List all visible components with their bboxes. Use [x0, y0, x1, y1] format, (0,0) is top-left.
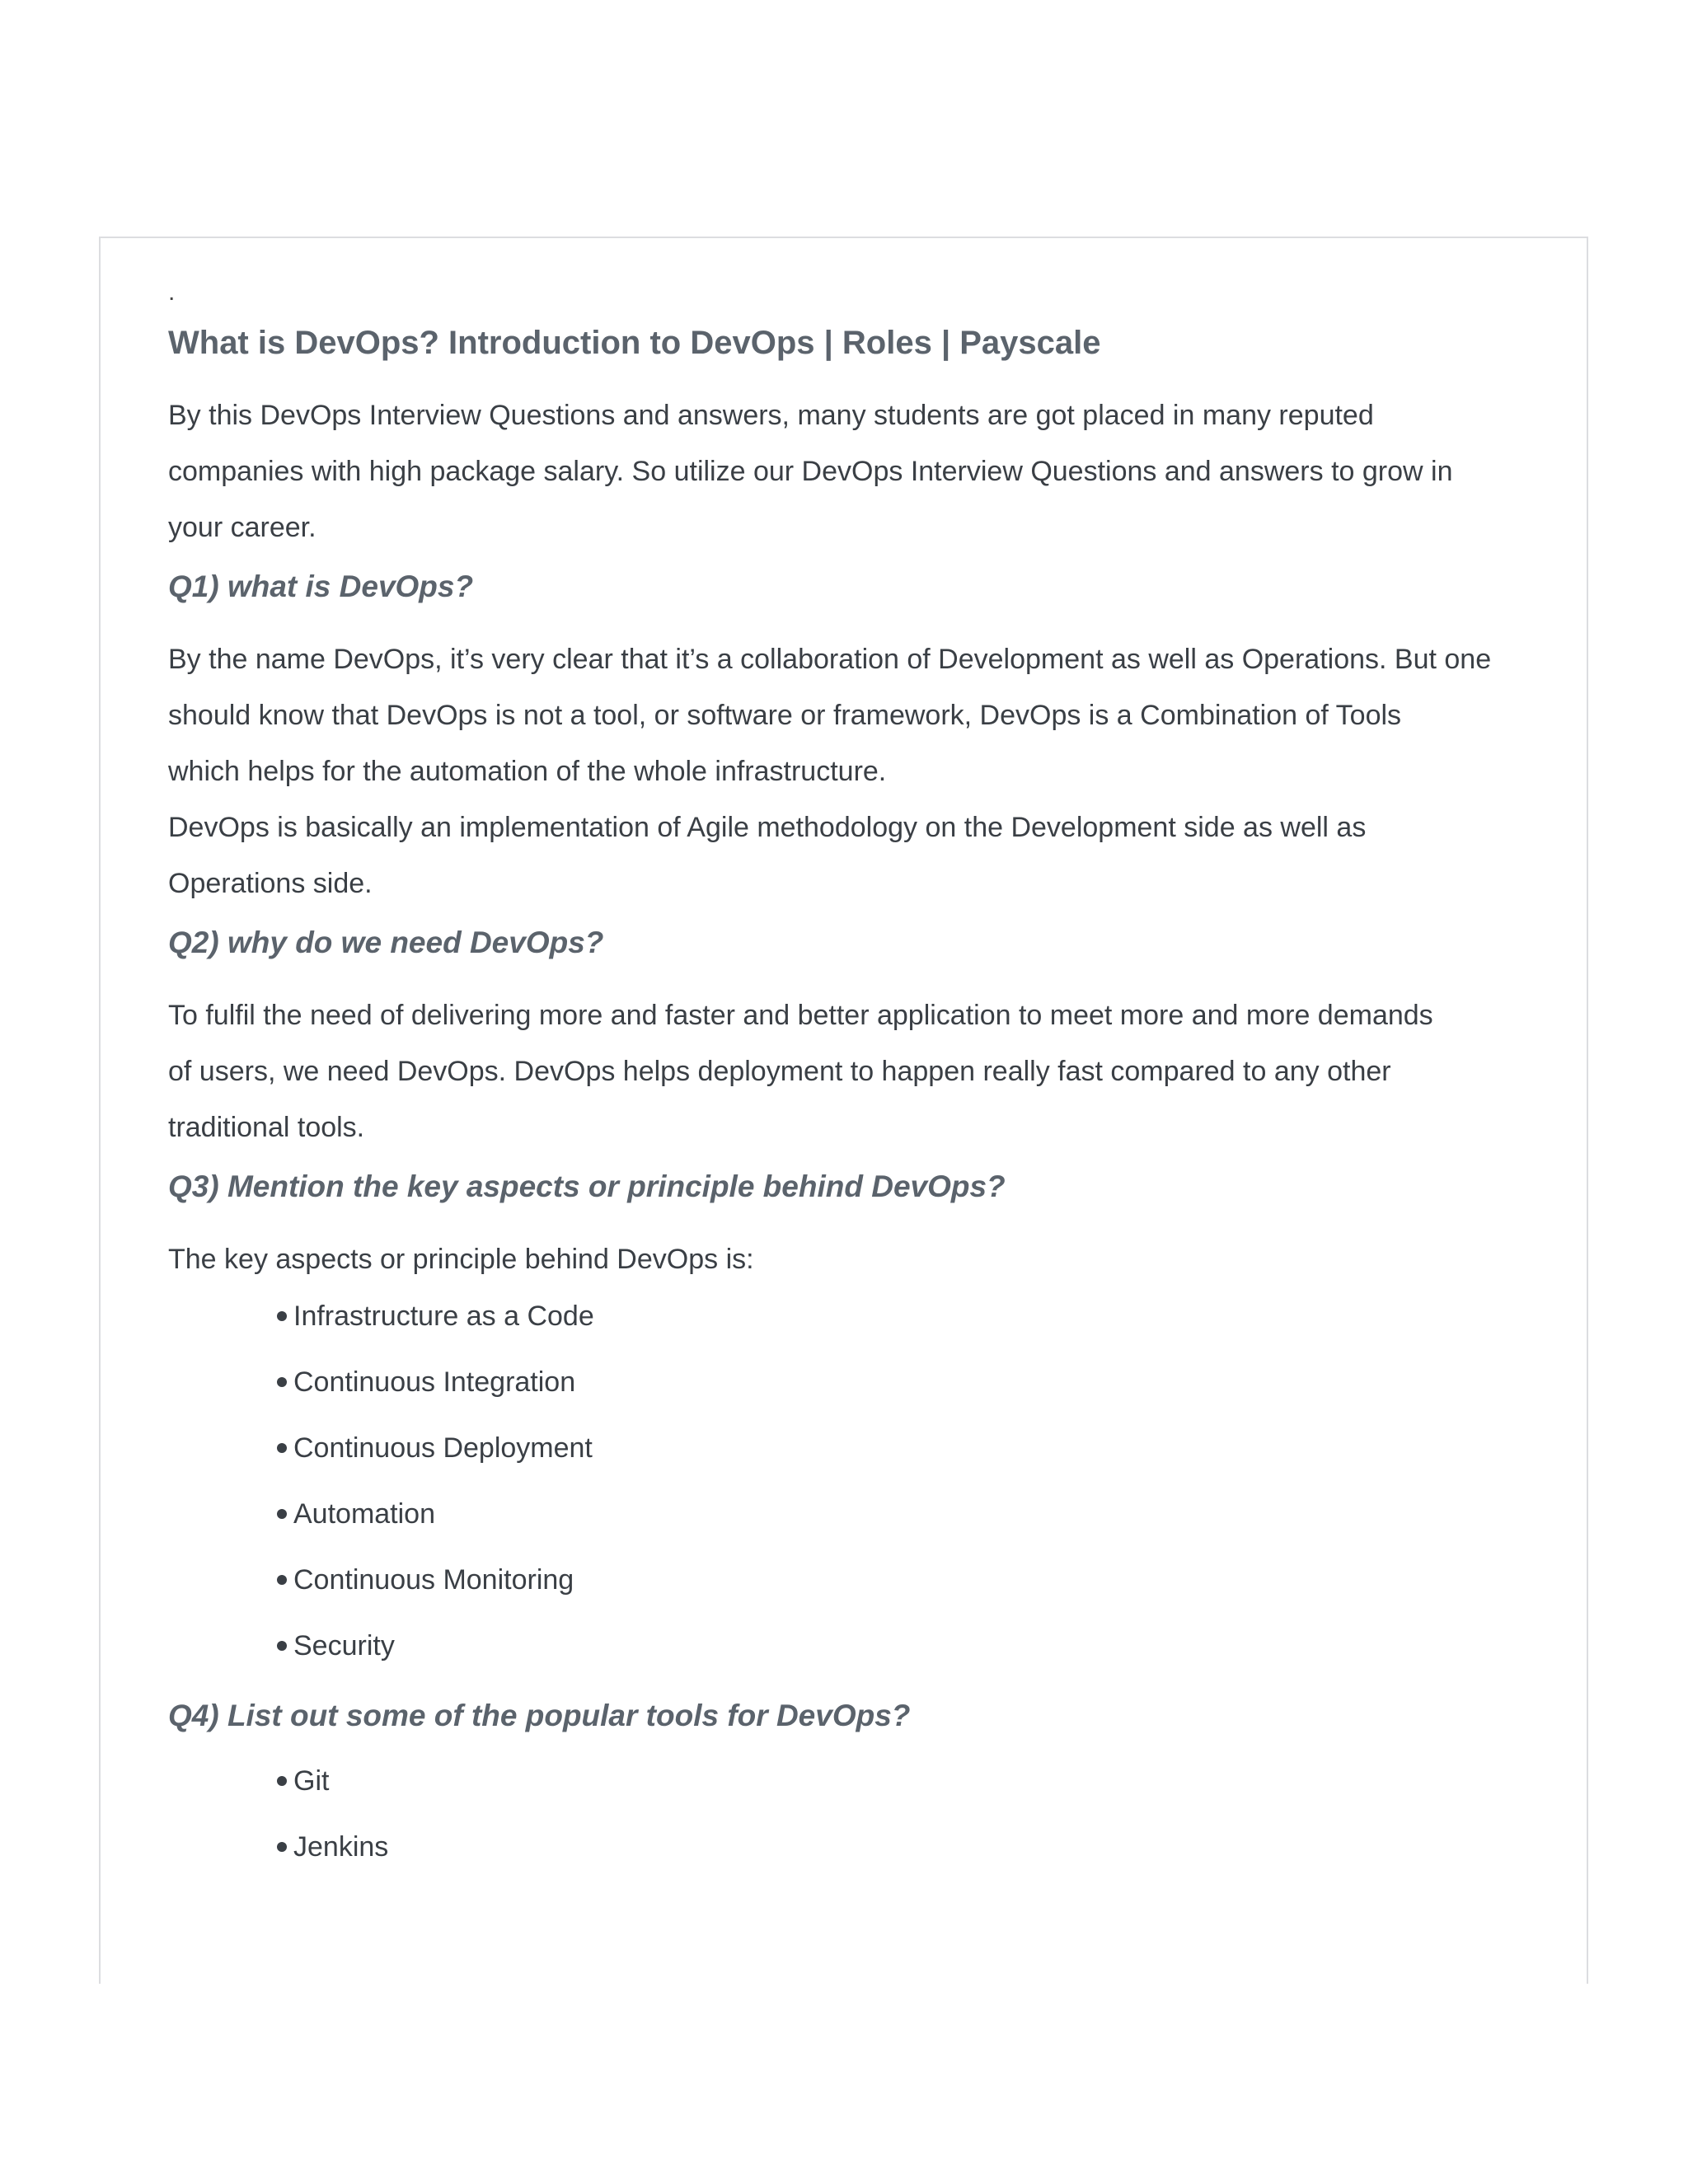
- intro-line: By this DevOps Interview Questions and answers, many students are got placed in many reputed: [168, 400, 1374, 431]
- intro-line: your career.: [168, 512, 316, 543]
- answer-line: DevOps is basically an implementation of Agile methodology on the Development side as well as: [168, 812, 1367, 843]
- answer-line: which helps for the automation of the whole infrastructure.: [168, 756, 887, 787]
- list-item: [277, 1760, 1528, 1802]
- list-item-label: Infrastructure as a Code: [293, 1301, 594, 1332]
- list-item-label: Security: [293, 1630, 395, 1661]
- document-content: [168, 280, 1528, 1892]
- bullet-icon: [277, 1311, 287, 1321]
- answer-line: traditional tools.: [168, 1112, 365, 1143]
- list-item-label: Continuous Monitoring: [293, 1564, 574, 1596]
- answer-line: By the name DevOps, it’s very clear that it’s a collaboration of Development as well as Operations. But one: [168, 644, 1492, 675]
- list-item-label: Jenkins: [293, 1831, 389, 1863]
- list-item-label: Automation: [293, 1498, 435, 1530]
- bullet-icon: [277, 1842, 287, 1852]
- answer-line: should know that DevOps is not a tool, or software or framework, DevOps is a Combination of Tools: [168, 700, 1402, 731]
- intro-paragraph: [168, 387, 1528, 555]
- key-aspects-list: [168, 1296, 1528, 1666]
- intro-line: companies with high package salary. So utilize our DevOps Interview Questions and answers to grow in: [168, 456, 1453, 487]
- question-2-answer: [168, 987, 1528, 1155]
- answer-line: To fulfil the need of delivering more and faster and better application to meet more and more demands: [168, 1000, 1433, 1031]
- bullet-icon: [277, 1641, 287, 1651]
- bullet-icon: [277, 1509, 287, 1519]
- popular-tools-list: [168, 1760, 1528, 1868]
- list-item: [277, 1559, 1528, 1601]
- bullet-icon: [277, 1377, 287, 1387]
- list-item-label: Continuous Deployment: [293, 1432, 593, 1464]
- list-item-label: Git: [293, 1765, 330, 1797]
- list-item: [277, 1826, 1528, 1868]
- question-4-heading: Q4) List out some of the popular tools for DevOps?: [168, 1699, 911, 1732]
- list-item: [277, 1296, 1528, 1337]
- question-1-heading: Q1) what is DevOps?: [168, 569, 474, 603]
- answer-line: of users, we need DevOps. DevOps helps deployment to happen really fast compared to any other: [168, 1056, 1391, 1087]
- leading-dot: .: [168, 279, 176, 306]
- answer-line: Operations side.: [168, 868, 373, 899]
- bullet-icon: [277, 1776, 287, 1786]
- question-1-answer: [168, 631, 1528, 912]
- question-3-heading: Q3) Mention the key aspects or principle behind DevOps?: [168, 1169, 1006, 1203]
- bullet-icon: [277, 1443, 287, 1453]
- bullet-icon: [277, 1575, 287, 1585]
- list-item: [277, 1625, 1528, 1666]
- question-2-heading: Q2) why do we need DevOps?: [168, 926, 604, 959]
- list-item: [277, 1427, 1528, 1469]
- page-title: What is DevOps? Introduction to DevOps | Roles | Payscale: [168, 325, 1101, 361]
- list-item: [277, 1493, 1528, 1535]
- list-item-label: Continuous Integration: [293, 1366, 576, 1398]
- list-item: [277, 1361, 1528, 1403]
- question-3-intro: The key aspects or principle behind DevOps is:: [168, 1244, 754, 1275]
